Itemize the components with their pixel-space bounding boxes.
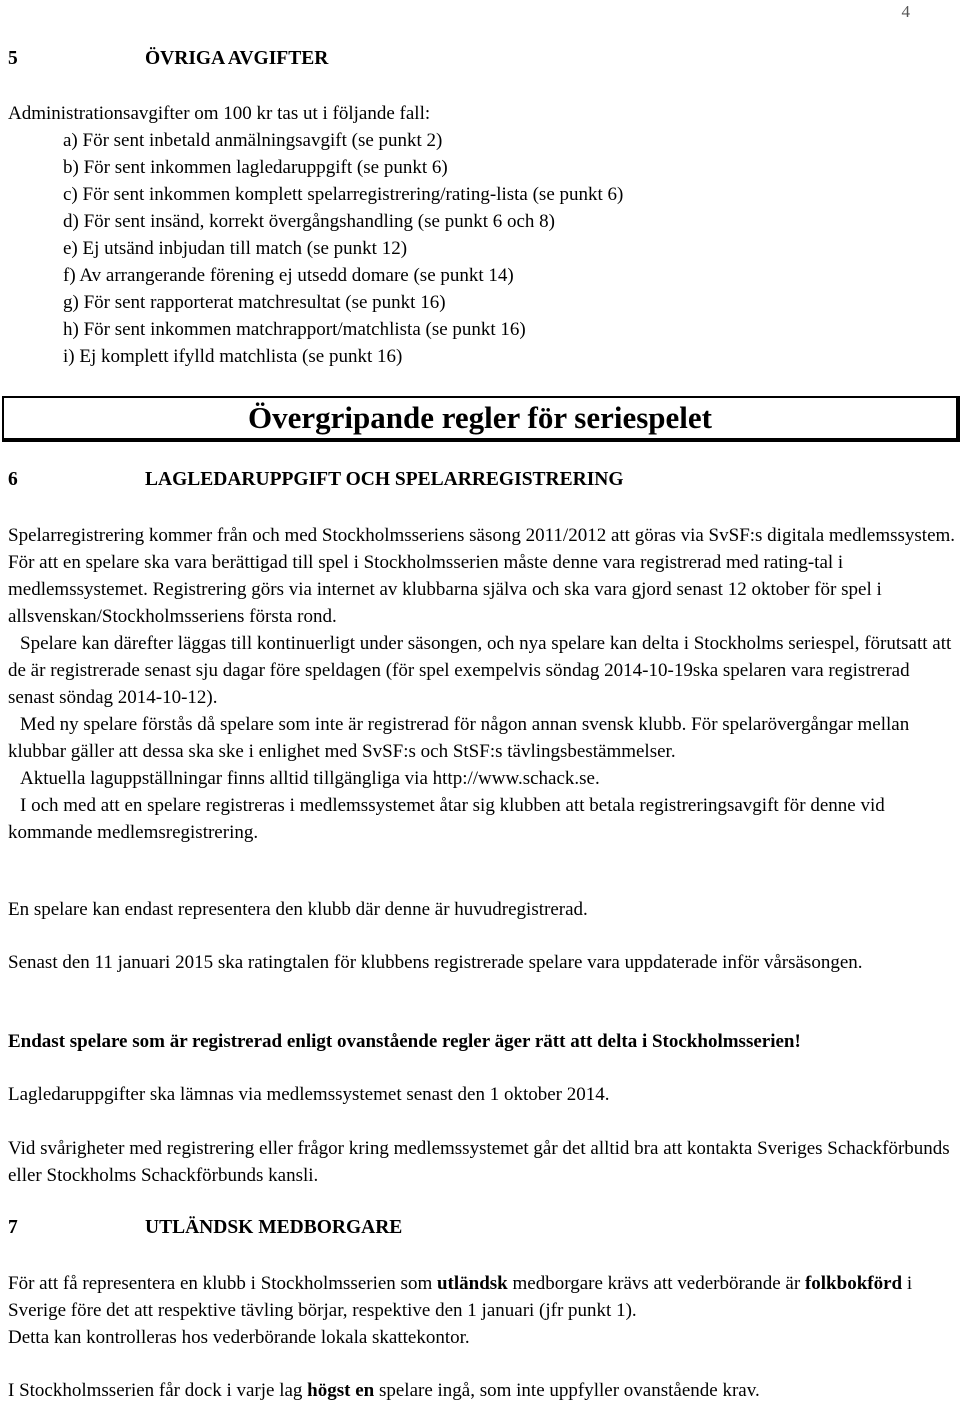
paragraph-max-one (8, 1377, 956, 1404)
paragraph-registration: Spelarregistrering kommer från och med Stockholmsseriens säsong 2011/2012 att göras via SvSF:s digitala medlemssystem. För att en spelare ska vara berättigad till spel i Stockholmsserien måste denne vara registrerad med rating-tal i medlemssystemet. Registrering görs via internet av klubbarna själva och ska vara gjord senast 12 oktober för spel i allsvenskan/Stockholmsseriens första rond. (8, 525, 956, 627)
rules-banner: Övergripande regler för seriespelet (2, 396, 960, 442)
text-run: medborgare krävs att vederbörande är (507, 1273, 805, 1294)
emphasis: folkbokförd (804, 1273, 903, 1294)
page-number: 4 (901, 2, 910, 21)
list-item: c) För sent inkommen komplett spelarregistrering/rating-lista (se punkt 6) (63, 184, 624, 205)
paragraph-foreign-citizen (8, 1270, 956, 1324)
paragraph-adding-players: Spelare kan därefter läggas till kontinuerligt under säsongen, och nya spelare kan delta i Stockholms seriespel, förutsatt att de är registrerade senast sju dagar före speldagen (för spel exempelvis söndag 2014-10-19ska spelaren vara registrerad senast söndag 2014-10-12). (8, 633, 952, 708)
section-number: 5 (8, 48, 18, 69)
paragraph-rating-update: Senast den 11 januari 2015 ska ratingtalen för klubbens registrerade spelare vara uppdaterade inför vårsäsongen. (8, 952, 863, 973)
section-title: ÖVRIGA AVGIFTER (145, 48, 329, 69)
emphasis: högst en (307, 1380, 375, 1401)
paragraph-tax-office: Detta kan kontrolleras hos vederbörande lokala skattekontor. (8, 1327, 470, 1348)
paragraph-new-player: Med ny spelare förstås då spelare som inte är registrerad för någon annan svensk klubb. För spelarövergångar mellan klubbar gäller att dessa ska ske i enlighet med SvSF:s och StSF:s tävlingsbestämmelser. (8, 714, 910, 762)
section-number: 6 (8, 469, 18, 490)
section-title: LAGLEDARUPPGIFT OCH SPELARREGISTRERING (145, 469, 624, 490)
text-run: För att få representera en klubb i Stockholmsserien som (8, 1273, 437, 1294)
text-run: i Sverige före det att respektive tävling börjar, respektive den 1 januari (jfr punkt 1). (8, 1273, 913, 1321)
section-7-body (8, 1270, 956, 1351)
list-item: a) För sent inbetald anmälningsavgift (se punkt 2) (63, 130, 443, 151)
list-item: b) För sent inkommen lagledaruppgift (se punkt 6) (63, 157, 448, 178)
text-run: I Stockholmsserien får dock i varje lag (8, 1380, 308, 1401)
paragraph-fee: I och med att en spelare registreras i medlemssystemet åtar sig klubben att betala registreringsavgift för denne vid kommande medlemsregistrering. (8, 795, 885, 843)
text-run: spelare ingå, som inte uppfyller ovanstående krav. (374, 1380, 760, 1401)
emphasis: utländsk (436, 1273, 508, 1294)
section-title: UTLÄNDSK MEDBORGARE (145, 1217, 403, 1238)
fees-intro: Administrationsavgifter om 100 kr tas ut i följande fall: (8, 103, 431, 124)
list-item: g) För sent rapporterat matchresultat (se punkt 16) (63, 292, 446, 313)
section-6-body (8, 522, 956, 846)
section-number: 7 (8, 1217, 18, 1238)
paragraph-eligibility-notice: Endast spelare som är registrerad enligt ovanstående regler äger rätt att delta i Stockholmsserien! (8, 1031, 801, 1052)
list-item: i) Ej komplett ifylld matchlista (se punkt 16) (63, 346, 403, 367)
list-item: e) Ej utsänd inbjudan till match (se punkt 12) (63, 238, 408, 259)
paragraph-deadline: Lagledaruppgifter ska lämnas via medlemssystemet senast den 1 oktober 2014. (8, 1084, 610, 1105)
list-item: h) För sent inkommen matchrapport/matchlista (se punkt 16) (63, 319, 526, 340)
list-item: f) Av arrangerande förening ej utsedd domare (se punkt 14) (63, 265, 514, 286)
paragraph-main-club: En spelare kan endast representera den klubb där denne är huvudregistrerad. (8, 899, 588, 920)
paragraph-lineups: Aktuella laguppställningar finns alltid tillgängliga via http://www.schack.se. (20, 768, 600, 789)
fee-list (8, 127, 956, 370)
list-item: d) För sent insänd, korrekt övergångshandling (se punkt 6 och 8) (63, 211, 555, 232)
section-5-body (8, 100, 956, 370)
paragraph-contact: Vid svårigheter med registrering eller frågor kring medlemssystemet går det alltid bra att kontakta Sveriges Schackförbunds eller Stockholms Schackförbunds kansli. (8, 1138, 950, 1186)
